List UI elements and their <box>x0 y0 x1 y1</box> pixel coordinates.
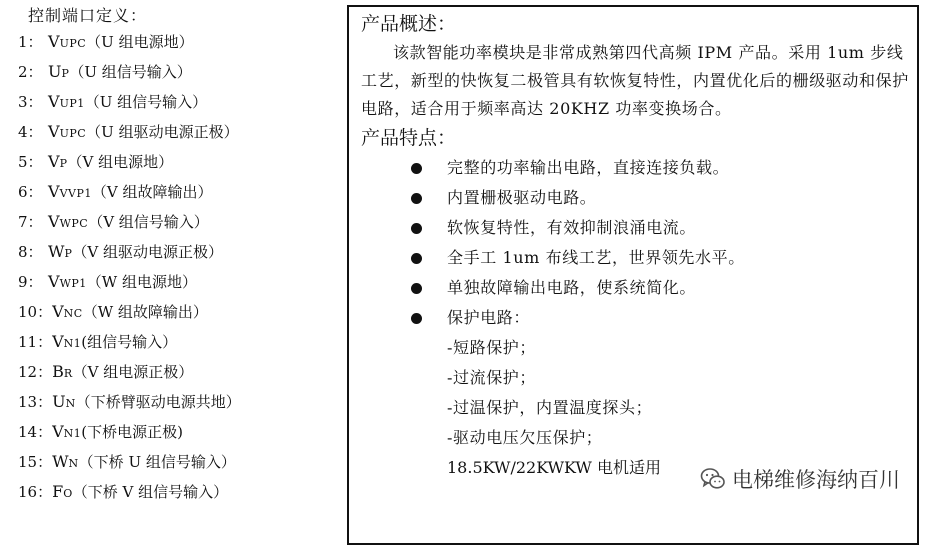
pin-symbol-subscript: N1 <box>63 337 82 350</box>
pin-symbol-subscript: N1 <box>63 427 82 440</box>
protection-item: -过温保护，内置温度探头； <box>447 398 653 417</box>
feature-text: 完整的功率输出电路，直接连接负载。 <box>447 158 730 177</box>
pin-symbol-subscript: N <box>65 397 76 410</box>
pin-symbol: W <box>52 452 69 471</box>
pin-description: （V 组信号输入） <box>88 213 209 231</box>
pin-item <box>18 300 241 330</box>
pin-item <box>18 330 241 360</box>
feature-item <box>361 303 909 333</box>
feature-item <box>361 153 909 183</box>
pin-symbol: V <box>52 332 64 351</box>
pin-symbol-subscript: UPC <box>59 37 87 50</box>
pin-symbol-subscript: P <box>59 157 68 170</box>
feature-item <box>361 183 909 213</box>
feature-text: 全手工 1um 布线工艺，世界领先水平。 <box>447 248 745 267</box>
pin-symbol-subscript: NC <box>63 307 83 320</box>
pin-item <box>18 450 241 480</box>
pin-description: （U 组信号输入） <box>69 63 192 81</box>
pin-symbol-subscript: N <box>68 457 79 470</box>
pin-description: （下桥臂驱动电源共地） <box>75 393 241 411</box>
bullet-icon <box>411 283 422 294</box>
protection-list <box>361 333 909 453</box>
bullet-icon <box>411 313 422 324</box>
pin-description: （V 组故障输出） <box>91 183 213 201</box>
pin-item <box>18 360 241 390</box>
pin-item <box>18 210 241 240</box>
pin-symbol-subscript: P <box>64 247 73 260</box>
pin-symbol: U <box>52 392 66 411</box>
pin-number: 1： <box>18 33 43 51</box>
pin-number: 5： <box>18 153 43 171</box>
pin-number: 16： <box>18 483 53 501</box>
pin-symbol: V <box>48 122 60 141</box>
pin-item <box>18 30 241 60</box>
feature-text: 软恢复特性，有效抑制浪涌电流。 <box>447 218 697 237</box>
feature-item <box>361 243 909 273</box>
pin-description: （下桥 V 组信号输入） <box>72 483 229 501</box>
pin-description: （W 组故障输出） <box>82 303 208 321</box>
pin-list <box>18 30 241 510</box>
pin-symbol-subscript: P <box>61 67 70 80</box>
feature-list <box>361 153 909 333</box>
pin-number: 8： <box>18 243 43 261</box>
pin-symbol: V <box>48 92 60 111</box>
pin-description: （V 组驱动电源正极） <box>72 243 223 261</box>
bullet-icon <box>411 253 422 264</box>
feature-text: 保护电路： <box>447 308 531 327</box>
pin-symbol-subscript: O <box>63 487 73 500</box>
pin-number: 11： <box>18 333 53 351</box>
pin-number: 7： <box>18 213 43 231</box>
pin-symbol: F <box>52 482 64 501</box>
pin-symbol-subscript: WPC <box>59 217 89 230</box>
pin-number: 3： <box>18 93 43 111</box>
wechat-icon <box>700 466 726 492</box>
pin-number: 2： <box>18 63 43 81</box>
pin-symbol: V <box>48 272 60 291</box>
pin-symbol: V <box>48 32 60 51</box>
feature-item <box>361 273 909 303</box>
pin-number: 13： <box>18 393 53 411</box>
protection-item: -短路保护； <box>447 338 537 357</box>
pin-item <box>18 420 241 450</box>
pin-symbol: B <box>52 362 64 381</box>
features-title: 产品特点： <box>361 127 457 149</box>
feature-item <box>361 213 909 243</box>
pin-item <box>18 270 241 300</box>
protection-item: -过流保护； <box>447 368 537 387</box>
pin-description: （U 组驱动电源正极） <box>86 123 239 141</box>
overview-text: 该款智能功率模块是非常成熟第四代高频 IPM 产品。采用 1um 步线工艺，新型的快恢复二极管具有软恢复特性，内置优化后的栅级驱动和保护电路，适合用于频率高达 20KHZ 功率变换场合。 <box>361 43 909 118</box>
feature-text: 单独故障输出电路，使系统简化。 <box>447 278 697 297</box>
pin-description: （U 组电源地） <box>86 33 194 51</box>
pin-description: (组信号输入） <box>81 333 178 351</box>
pin-symbol: W <box>48 242 65 261</box>
feature-text: 内置栅极驱动电路。 <box>447 188 597 207</box>
pin-item <box>18 240 241 270</box>
pin-number: 15： <box>18 453 53 471</box>
pin-symbol-subscript: WP1 <box>59 277 87 290</box>
pin-symbol: V <box>48 212 60 231</box>
pin-definition-title: 控制端口定义： <box>28 6 148 25</box>
pin-symbol-subscript: UP1 <box>59 97 85 110</box>
pin-symbol-subscript: R <box>63 367 73 380</box>
pin-symbol: V <box>52 302 64 321</box>
application-note: 18.5KW/22KWKW 电机适用 <box>447 458 661 477</box>
bullet-icon <box>411 223 422 234</box>
pin-symbol: V <box>48 182 60 201</box>
pin-symbol: V <box>52 422 64 441</box>
pin-definition-panel <box>0 0 345 520</box>
pin-description: （下桥 U 组信号输入） <box>78 453 236 471</box>
pin-item <box>18 180 241 210</box>
pin-number: 12： <box>18 363 53 381</box>
pin-symbol: U <box>48 62 62 81</box>
pin-item <box>18 150 241 180</box>
pin-item <box>18 480 241 510</box>
pin-description: (下桥电源正极) <box>81 423 183 441</box>
pin-number: 9： <box>18 273 43 291</box>
pin-description: （V 组电源地） <box>67 153 174 171</box>
protection-item: -驱动电压欠压保护； <box>447 428 603 447</box>
watermark <box>696 462 904 496</box>
pin-item <box>18 90 241 120</box>
pin-item <box>18 60 241 90</box>
bullet-icon <box>411 193 422 204</box>
pin-description: （W 组电源地） <box>86 273 197 291</box>
pin-symbol-subscript: VVP1 <box>59 187 92 200</box>
overview-title: 产品概述： <box>361 13 457 35</box>
pin-number: 10： <box>18 303 53 321</box>
pin-description: （V 组电源正极） <box>72 363 194 381</box>
pin-symbol: V <box>48 152 60 171</box>
pin-number: 4： <box>18 123 43 141</box>
pin-item <box>18 120 241 150</box>
pin-number: 6： <box>18 183 43 201</box>
bullet-icon <box>411 163 422 174</box>
watermark-text: 电梯维修海纳百川 <box>732 468 900 492</box>
pin-number: 14： <box>18 423 53 441</box>
pin-item <box>18 390 241 420</box>
pin-symbol-subscript: UPC <box>59 127 87 140</box>
pin-description: （U 组信号输入） <box>84 93 208 111</box>
